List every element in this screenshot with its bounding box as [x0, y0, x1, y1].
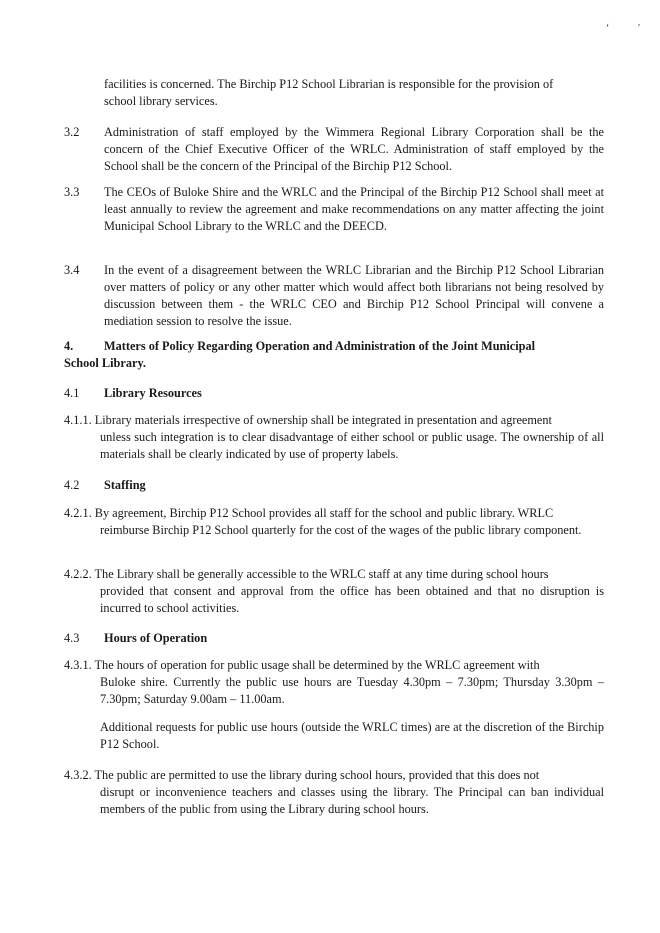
section-text: The hours of operation for public usage shall be determined by the WRLC agreement with	[94, 658, 540, 672]
section-3-4	[64, 262, 604, 330]
section-number: 4.3.2.	[64, 768, 92, 782]
section-4-3-1-additional: Additional requests for public use hours (outside the WRLC times) are at the discretion of the Birchip P12 School.	[100, 720, 604, 751]
section-text: disrupt or inconvenience teachers and classes using the library. The Principal can ban individual members of the public from using the Library during school hours.	[100, 785, 604, 816]
section-text: provided that consent and approval from the office has been obtained and that no disruption is incurred to school activities.	[100, 584, 604, 615]
section-number: 3.4	[64, 263, 80, 277]
section-4-heading	[64, 338, 604, 372]
section-3-2	[64, 124, 604, 175]
section-text: In the event of a disagreement between the WRLC Librarian and the Birchip P12 School Librarian over matters of policy or any other matter which would affect both librarians not being resolved by discussion between them - the WRLC CEO and Birchip P12 School Principal will convene a mediation session to resolve the issue.	[104, 263, 604, 328]
heading-text: Matters of Policy Regarding Operation and Administration of the Joint Municipal	[104, 339, 536, 353]
section-text: The public are permitted to use the library during school hours, provided that this does not	[94, 768, 540, 782]
section-text: The CEOs of Buloke Shire and the WRLC and the Principal of the Birchip P12 School shall meet at least annually to review the agreement and make recommendations on any matter affecting the joint Municipal School Library to the WRLC and the DEECD.	[104, 185, 604, 233]
section-text: By agreement, Birchip P12 School provides all staff for the school and public library. WRLC	[94, 506, 554, 520]
section-number: 4.1	[64, 386, 80, 400]
section-text: unless such integration is to clear disadvantage of either school or public usage. The ownership of all materials shall be clearly indicated by use of property labels.	[100, 430, 604, 461]
page-mark: ʹ	[638, 23, 641, 34]
section-number: 3.3	[64, 185, 80, 199]
section-4-2-2	[64, 566, 604, 617]
section-4-3-heading	[64, 630, 207, 647]
intro-paragraph	[104, 76, 604, 110]
section-4-2-heading	[64, 477, 146, 494]
heading-text: School Library.	[64, 356, 146, 370]
heading-text: Hours of Operation	[104, 631, 208, 645]
section-number: 4.3.1.	[64, 658, 92, 672]
section-text: reimburse Birchip P12 School quarterly for the cost of the wages of the public library component.	[100, 523, 582, 537]
section-text: The Library shall be generally accessible to the WRLC staff at any time during school hours	[94, 567, 549, 581]
section-4-3-1	[64, 657, 604, 708]
section-number: 4.2	[64, 478, 80, 492]
section-4-1-heading	[64, 385, 202, 402]
section-number: 4.3	[64, 631, 80, 645]
heading-text: Library Resources	[104, 386, 202, 400]
section-3-3	[64, 184, 604, 235]
section-text: Buloke shire. Currently the public use hours are Tuesday 4.30pm – 7.30pm; Thursday 3.30pm – 7.30pm; Saturday 9.00am – 11.00am.	[100, 675, 604, 706]
section-text: Library materials irrespective of ownership shall be integrated in presentation and agreement	[94, 413, 552, 427]
section-number: 4.2.2.	[64, 567, 92, 581]
section-number: 4.1.1.	[64, 413, 92, 427]
section-text: Administration of staff employed by the Wimmera Regional Library Corporation shall be the concern of the Chief Executive Officer of the WRLC. Administration of staff employed by the School shall be the concern of the Principal of the Birchip P12 School.	[104, 125, 604, 173]
section-number: 4.	[64, 339, 74, 353]
section-number: 4.2.1.	[64, 506, 92, 520]
section-4-2-1	[64, 505, 604, 539]
section-4-1-1	[64, 412, 604, 463]
section-4-3-2	[64, 767, 604, 818]
heading-text: Staffing	[104, 478, 146, 492]
section-number: 3.2	[64, 125, 80, 139]
page-mark: ʻ	[606, 23, 610, 34]
text-line: facilities is concerned. The Birchip P12 School Librarian is responsible for the provision of	[104, 77, 554, 91]
text-line: school library services.	[104, 94, 218, 108]
